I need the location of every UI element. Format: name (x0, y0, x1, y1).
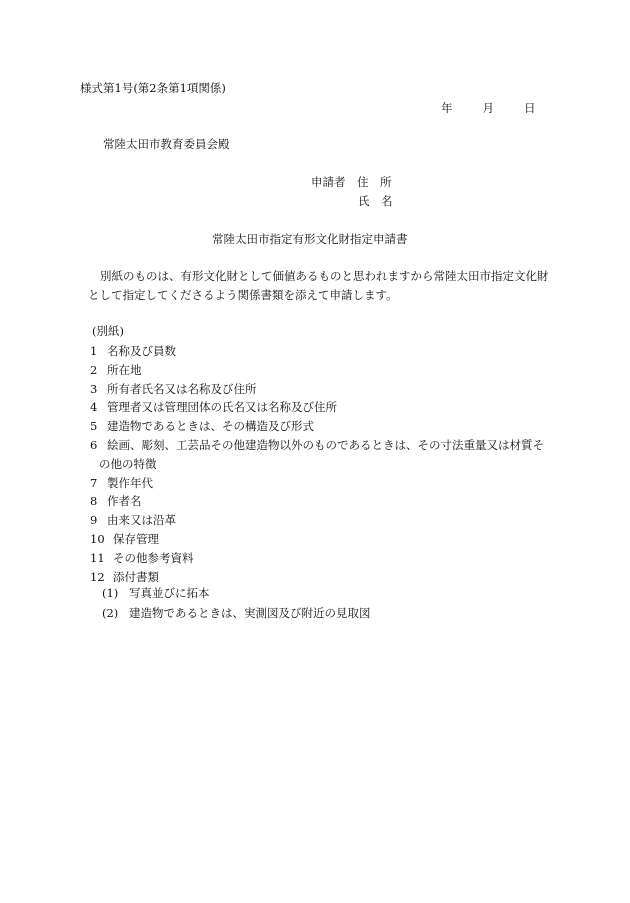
list-item (90, 474, 560, 493)
applicant-label: 申請者 (311, 175, 346, 189)
sub-item-number: (1) (102, 586, 119, 600)
list-item (90, 398, 560, 417)
date-day: 日 (524, 101, 536, 115)
item-number: 9 (90, 513, 98, 528)
form-label: 様式第1号(第2条第1項関係) (80, 81, 226, 95)
item-text: 建造物であるときは、その構造及び形式 (107, 419, 314, 434)
list-item (90, 361, 560, 380)
applicant-address-label: 住 所 (357, 175, 392, 189)
list-item (90, 380, 560, 399)
date-line (441, 101, 536, 116)
sub-item-number: (2) (102, 605, 119, 620)
item-number: 12 (90, 569, 105, 584)
item-number: 10 (90, 531, 105, 546)
item-number: 5 (90, 419, 98, 434)
item-number: 2 (90, 362, 98, 377)
list-item (90, 549, 560, 568)
item-text: その他参考資料 (113, 550, 194, 565)
item-text: 由来又は沿革 (107, 513, 176, 528)
applicant-address-line (311, 175, 392, 190)
item-text: 作者名 (107, 494, 142, 509)
item-text: 所在地 (107, 362, 142, 377)
item-text: 絵画、彫刻、工芸品その他建造物以外のものであるときは、その寸法重量又は材質そ (107, 437, 544, 452)
attachment-sub-list (102, 584, 371, 623)
list-item (90, 492, 560, 511)
list-item (90, 342, 560, 361)
item-number: 3 (90, 381, 98, 396)
item-number: 6 (90, 437, 98, 452)
item-number: 8 (90, 494, 98, 509)
list-item (90, 417, 560, 436)
date-month: 月 (482, 101, 494, 115)
item-number: 7 (90, 475, 98, 490)
item-number: 4 (90, 400, 98, 415)
document-title: 常陸太田市指定有形文化財指定申請書 (212, 232, 408, 246)
addressee: 常陸太田市教育委員会殿 (103, 137, 230, 151)
item-number: 11 (90, 550, 105, 565)
item-text: 製作年代 (107, 475, 153, 490)
item-text: 管理者又は管理団体の氏名又は名称及び住所 (107, 400, 337, 415)
sub-item-text: 写真並びに拓本 (129, 586, 210, 600)
item-text: 添付書類 (113, 569, 159, 584)
body-paragraph: 別紙のものは、有形文化財として価値あるものと思われますから常陸太田市指定文化財として指定してくださるよう関係書類を添えて申請します。 (88, 269, 549, 302)
sub-item-text: 建造物であるときは、実測図及び附近の見取図 (129, 605, 371, 620)
sub-list-item (102, 584, 371, 604)
list-item (90, 511, 560, 530)
item-text-continuation: の他の特徴 (99, 456, 157, 471)
item-text: 名称及び員数 (107, 344, 176, 358)
attachment-list (90, 342, 560, 586)
applicant-name-label: 氏 名 (358, 194, 393, 208)
item-text: 保存管理 (113, 531, 159, 546)
list-item (90, 436, 560, 474)
sub-list-item (102, 604, 371, 624)
item-text: 所有者氏名又は名称及び住所 (107, 381, 257, 396)
attachment-heading: (別紙) (92, 324, 124, 338)
list-item (90, 530, 560, 549)
item-number: 1 (90, 344, 98, 358)
date-year: 年 (441, 101, 453, 115)
